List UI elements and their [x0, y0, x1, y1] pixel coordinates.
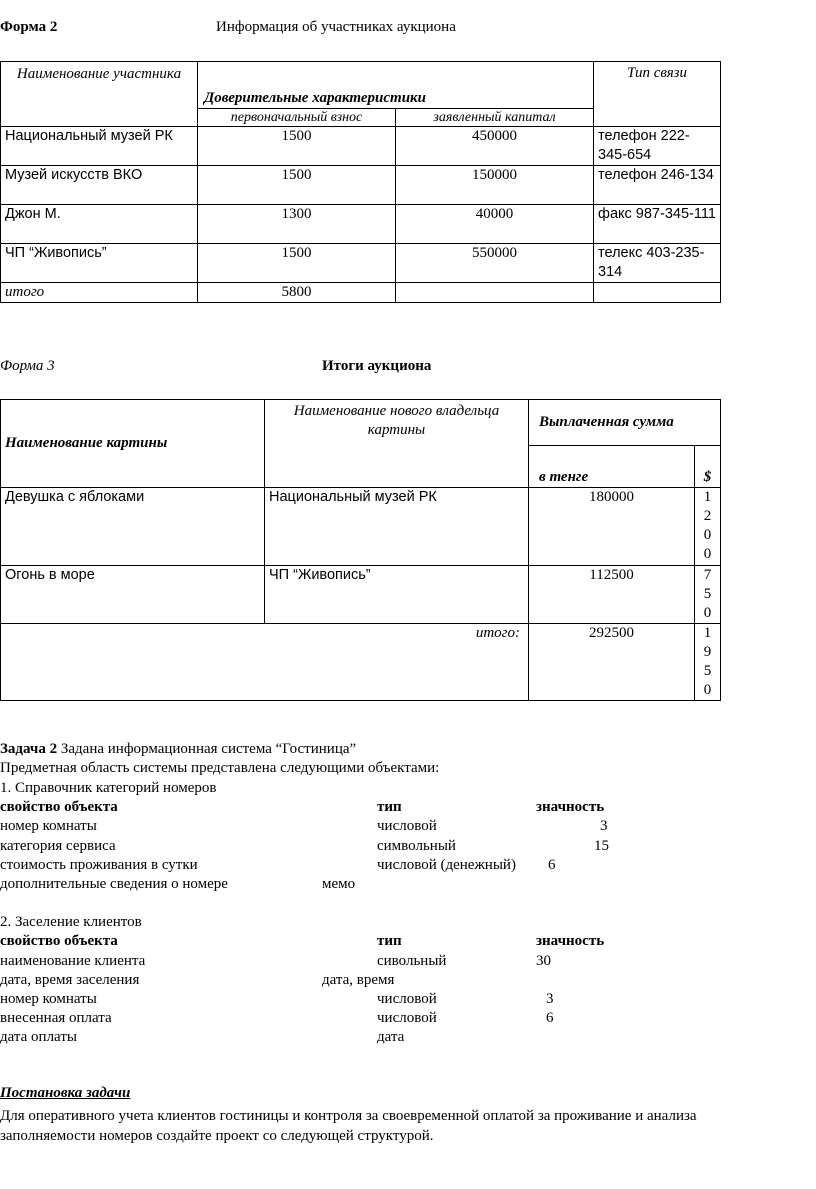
total-usd — [695, 624, 721, 701]
obj1-type: числовой — [377, 818, 437, 834]
table-row — [1, 166, 721, 205]
usd-digit: 0 — [703, 527, 712, 543]
usd-digit: 9 — [703, 644, 712, 660]
obj1-col-type: тип — [377, 799, 402, 815]
form3-label: Форма 3 — [0, 358, 55, 374]
table-row — [1, 127, 721, 166]
statement-heading: Постановка задачи — [0, 1085, 131, 1101]
cell-usd — [695, 488, 721, 566]
cell-fee: 1300 — [198, 205, 396, 244]
obj1-sig: 6 — [548, 857, 556, 873]
cell-capital: 550000 — [396, 244, 594, 283]
table-header-row — [1, 400, 721, 446]
auction-results-table — [0, 399, 721, 701]
cell-contact: телефон 222-345-654 — [594, 127, 721, 166]
cell-contact: телефон 246-134 — [594, 166, 721, 205]
cell-capital: 150000 — [396, 166, 594, 205]
obj2-col-type: тип — [377, 933, 402, 949]
usd-digit: 5 — [703, 586, 712, 602]
total-fee: 5800 — [198, 283, 396, 303]
obj1-type: мемо — [322, 876, 356, 892]
table-total-row — [1, 283, 721, 303]
cell-usd — [695, 566, 721, 624]
obj2-col-sig: значность — [536, 933, 605, 949]
obj2-col-prop: свойство объекта — [0, 933, 118, 949]
task2-heading: Задача 2 — [0, 741, 58, 757]
obj2-prop: номер комнаты — [0, 991, 97, 1007]
usd-digit: 2 — [703, 508, 712, 524]
statement-line-1: Для оперативного учета клиентов гостиницы и контроля за своевременной оплатой за проживание и анализа — [0, 1108, 697, 1124]
form3-title: Итоги аукциона — [322, 358, 432, 374]
cell-tenge: 112500 — [529, 566, 695, 624]
table-row — [1, 205, 721, 244]
header-trust: Доверительные характеристики — [198, 62, 594, 109]
header-contact-type: Тип связи — [594, 62, 721, 127]
cell-name: Джон М. — [1, 205, 198, 244]
empty-cell — [594, 283, 721, 303]
header-usd: $ — [695, 446, 721, 488]
table-row — [1, 566, 721, 624]
obj2-type: дата — [377, 1029, 405, 1045]
obj1-prop: дополнительные сведения о номере — [0, 876, 228, 892]
table-header-row — [1, 62, 721, 109]
obj2-type: дата, время — [322, 972, 395, 988]
obj2-title: 2. Заселение клиентов — [0, 914, 142, 930]
usd-digit: 0 — [703, 546, 712, 562]
obj2-sig: 3 — [546, 991, 554, 1007]
form2-title: Информация об участниках аукциона — [216, 19, 456, 35]
task2-intro: Предметная область системы представлена следующими объектами: — [0, 760, 440, 776]
obj2-type: числовой — [377, 991, 437, 1007]
table-total-row — [1, 624, 721, 701]
total-label: итого: — [1, 624, 529, 701]
table-row — [1, 488, 721, 566]
table-row — [1, 244, 721, 283]
obj1-prop: категория сервиса — [0, 838, 116, 854]
obj1-sig: 3 — [600, 818, 608, 834]
cell-name: Национальный музей РК — [1, 127, 198, 166]
cell-fee: 1500 — [198, 244, 396, 283]
task2-heading-rest: Задана информационная система “Гостиница” — [57, 741, 357, 757]
cell-fee: 1500 — [198, 166, 396, 205]
total-label: итого — [1, 283, 198, 303]
cell-fee: 1500 — [198, 127, 396, 166]
cell-contact: факс 987-345-111 — [594, 205, 721, 244]
header-tenge: в тенге — [529, 446, 695, 488]
obj1-col-prop: свойство объекта — [0, 799, 118, 815]
obj2-prop: дата, время заселения — [0, 972, 140, 988]
usd-digit: 5 — [703, 663, 712, 679]
obj2-prop: внесенная оплата — [0, 1010, 112, 1026]
obj2-sig: 30 — [536, 953, 551, 969]
header-new-owner: Наименование нового владельца картины — [265, 400, 529, 488]
header-initial-fee: первоначальный взнос — [198, 109, 396, 127]
participants-table — [0, 61, 721, 303]
obj2-prop: наименование клиента — [0, 953, 146, 969]
obj1-sig: 15 — [594, 838, 609, 854]
cell-name: Музей искусств ВКО — [1, 166, 198, 205]
obj1-title: 1. Справочник категорий номеров — [0, 780, 217, 796]
header-participant: Наименование участника — [1, 62, 198, 127]
obj1-type: символьный — [377, 838, 456, 854]
cell-tenge: 180000 — [529, 488, 695, 566]
cell-owner: ЧП “Живопись” — [265, 566, 529, 624]
usd-digit: 7 — [703, 567, 712, 583]
obj2-sig: 6 — [546, 1010, 554, 1026]
cell-capital: 450000 — [396, 127, 594, 166]
obj1-prop: номер комнаты — [0, 818, 97, 834]
cell-capital: 40000 — [396, 205, 594, 244]
cell-painting: Девушка с яблоками — [1, 488, 265, 566]
obj2-prop: дата оплаты — [0, 1029, 77, 1045]
task2-heading-line — [0, 741, 356, 758]
obj2-type: числовой — [377, 1010, 437, 1026]
statement-line-2: заполняемости номеров создайте проект со следующей структурой. — [0, 1128, 434, 1144]
usd-digit: 0 — [703, 682, 712, 698]
obj1-type: числовой (денежный) — [377, 857, 516, 873]
empty-cell — [396, 283, 594, 303]
usd-digit: 0 — [703, 605, 712, 621]
usd-digit: 1 — [703, 625, 712, 641]
obj2-type: сивольный — [377, 953, 447, 969]
header-painting: Наименование картины — [1, 400, 265, 488]
usd-digit: 1 — [703, 489, 712, 505]
total-tenge: 292500 — [529, 624, 695, 701]
header-declared-capital: заявленный капитал — [396, 109, 594, 127]
obj1-col-sig: значность — [536, 799, 605, 815]
cell-owner: Национальный музей РК — [265, 488, 529, 566]
cell-contact: телекс 403-235-314 — [594, 244, 721, 283]
obj1-prop: стоимость проживания в сутки — [0, 857, 198, 873]
cell-painting: Огонь в море — [1, 566, 265, 624]
cell-name: ЧП “Живопись” — [1, 244, 198, 283]
form2-label: Форма 2 — [0, 19, 58, 35]
header-paid: Выплаченная сумма — [529, 400, 721, 446]
